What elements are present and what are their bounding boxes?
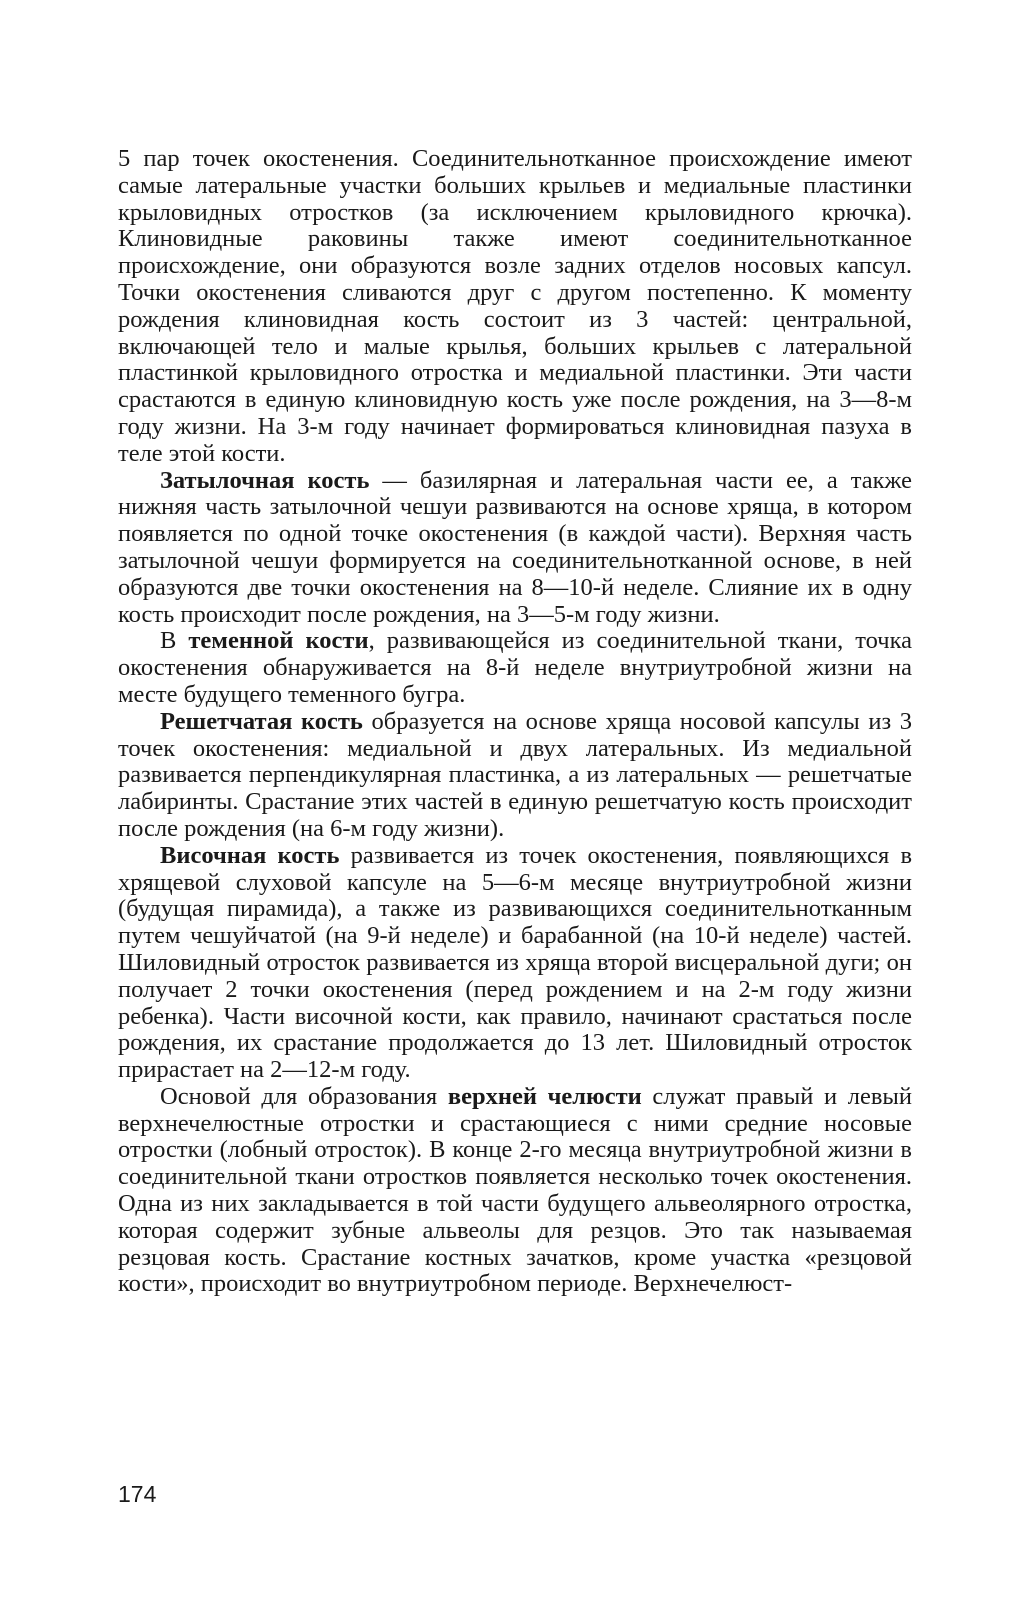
paragraph-occipital — [118, 468, 912, 629]
paragraph-temporal — [118, 843, 912, 1084]
term-occipital-bone: Затылочная кость — [160, 466, 370, 494]
paragraph-ethmoid — [118, 709, 912, 843]
term-parietal-bone: теменной кости — [188, 627, 369, 655]
term-ethmoid-bone: Решетчатая кость — [160, 707, 363, 735]
term-temporal-bone: Височная кость — [160, 841, 340, 869]
page-text — [118, 146, 912, 1298]
paragraph-text: развивается из точек окостенения, появляющихся в хрящевой слуховой капсуле на 5—6-м месяце внутриутробной жизни (будущая пирамида), а также из развивающихся соединительнотканным путем чешуйчатой (на 9-й неделе) и барабанной (на 10-й неделе) частей. Шиловидный отросток развивается из хряща второй висцеральной дуги; он получает 2 точки окостенения (перед рождением и на 2-м году жизни ребенка). Части височной кости, как правило, начинают срастаться после рождения, их срастание продолжается до 13 лет. Шиловидный отросток прирастает на 2—12-м году. — [118, 841, 913, 1084]
paragraph-text: 5 пар точек окостенения. Соединительнотканное происхождение имеют самые латеральные участки больших крыльев и медиальные пластинки крыловидных отростков (за исключением крыловидного крючка). Клиновидные раковины также имеют соединительнотканное происхождение, они образуются возле задних отделов носовых капсул. Точки окостенения сливаются друг с другом постепенно. К моменту рождения клиновидная кость состоит из 3 частей: центральной, включающей тело и малые крылья, больших крыльев с латеральной пластинкой крыловидного отростка и медиальной пластинки. Эти части срастаются в единую клиновидную кость уже после рождения, на 3—8-м году жизни. На 3-м году начинает формироваться клиновидная пазуха в теле этой кости. — [118, 145, 912, 467]
paragraph-text: служат правый и левый верхнечелюстные отростки и срастающиеся с ними средние носовые отростки (лобный отросток). В конце 2-го месяца внутриутробной жизни в соединительной ткани отростков появляется несколько точек окостенения. Одна из них закладывается в той части будущего альвеолярного отростка, которая содержит зубные альвеолы для резцов. Это так называемая резцовая кость. Срастание костных зачатков, кроме участка «резцовой кости», происходит во внутриутробном периоде. Верхнечелюст- — [118, 1082, 912, 1298]
page-number: 174 — [118, 1481, 157, 1507]
paragraph-text: образуется на основе хряща носовой капсулы из 3 точек окостенения: медиальной и двух латеральных. Из медиальной развивается перпендикулярная пластинка, а из латеральных — решетчатые лабиринты. Срастание этих частей в единую решетчатую кость происходит после рождения (на 6-м году жизни). — [118, 707, 912, 842]
paragraph-maxilla — [118, 1084, 912, 1298]
paragraph-lead: В — [160, 627, 189, 655]
term-maxilla: верхней челюсти — [447, 1082, 642, 1110]
paragraph-lead: Основой для образования — [160, 1082, 448, 1110]
paragraph-text: , развивающейся из соединительной ткани, точка окостенения обнаруживается на 8-й неделе внутриутробной жизни на месте будущего теменного бугра. — [118, 627, 913, 708]
paragraph-text: — базилярная и латеральная части ее, а также нижняя часть затылочной чешуи развиваются на основе хряща, в котором появляется по одной точке окостенения (в каждой части). Верхняя часть затылочной чешуи формируется на соединительнотканной основе, в ней образуются две точки окостенения на 8—10-й неделе. Слияние их в одну кость происходит после рождения, на 3—5-м году жизни. — [118, 466, 913, 628]
paragraph-sphenoid-end — [118, 146, 912, 468]
paragraph-parietal — [118, 628, 912, 708]
